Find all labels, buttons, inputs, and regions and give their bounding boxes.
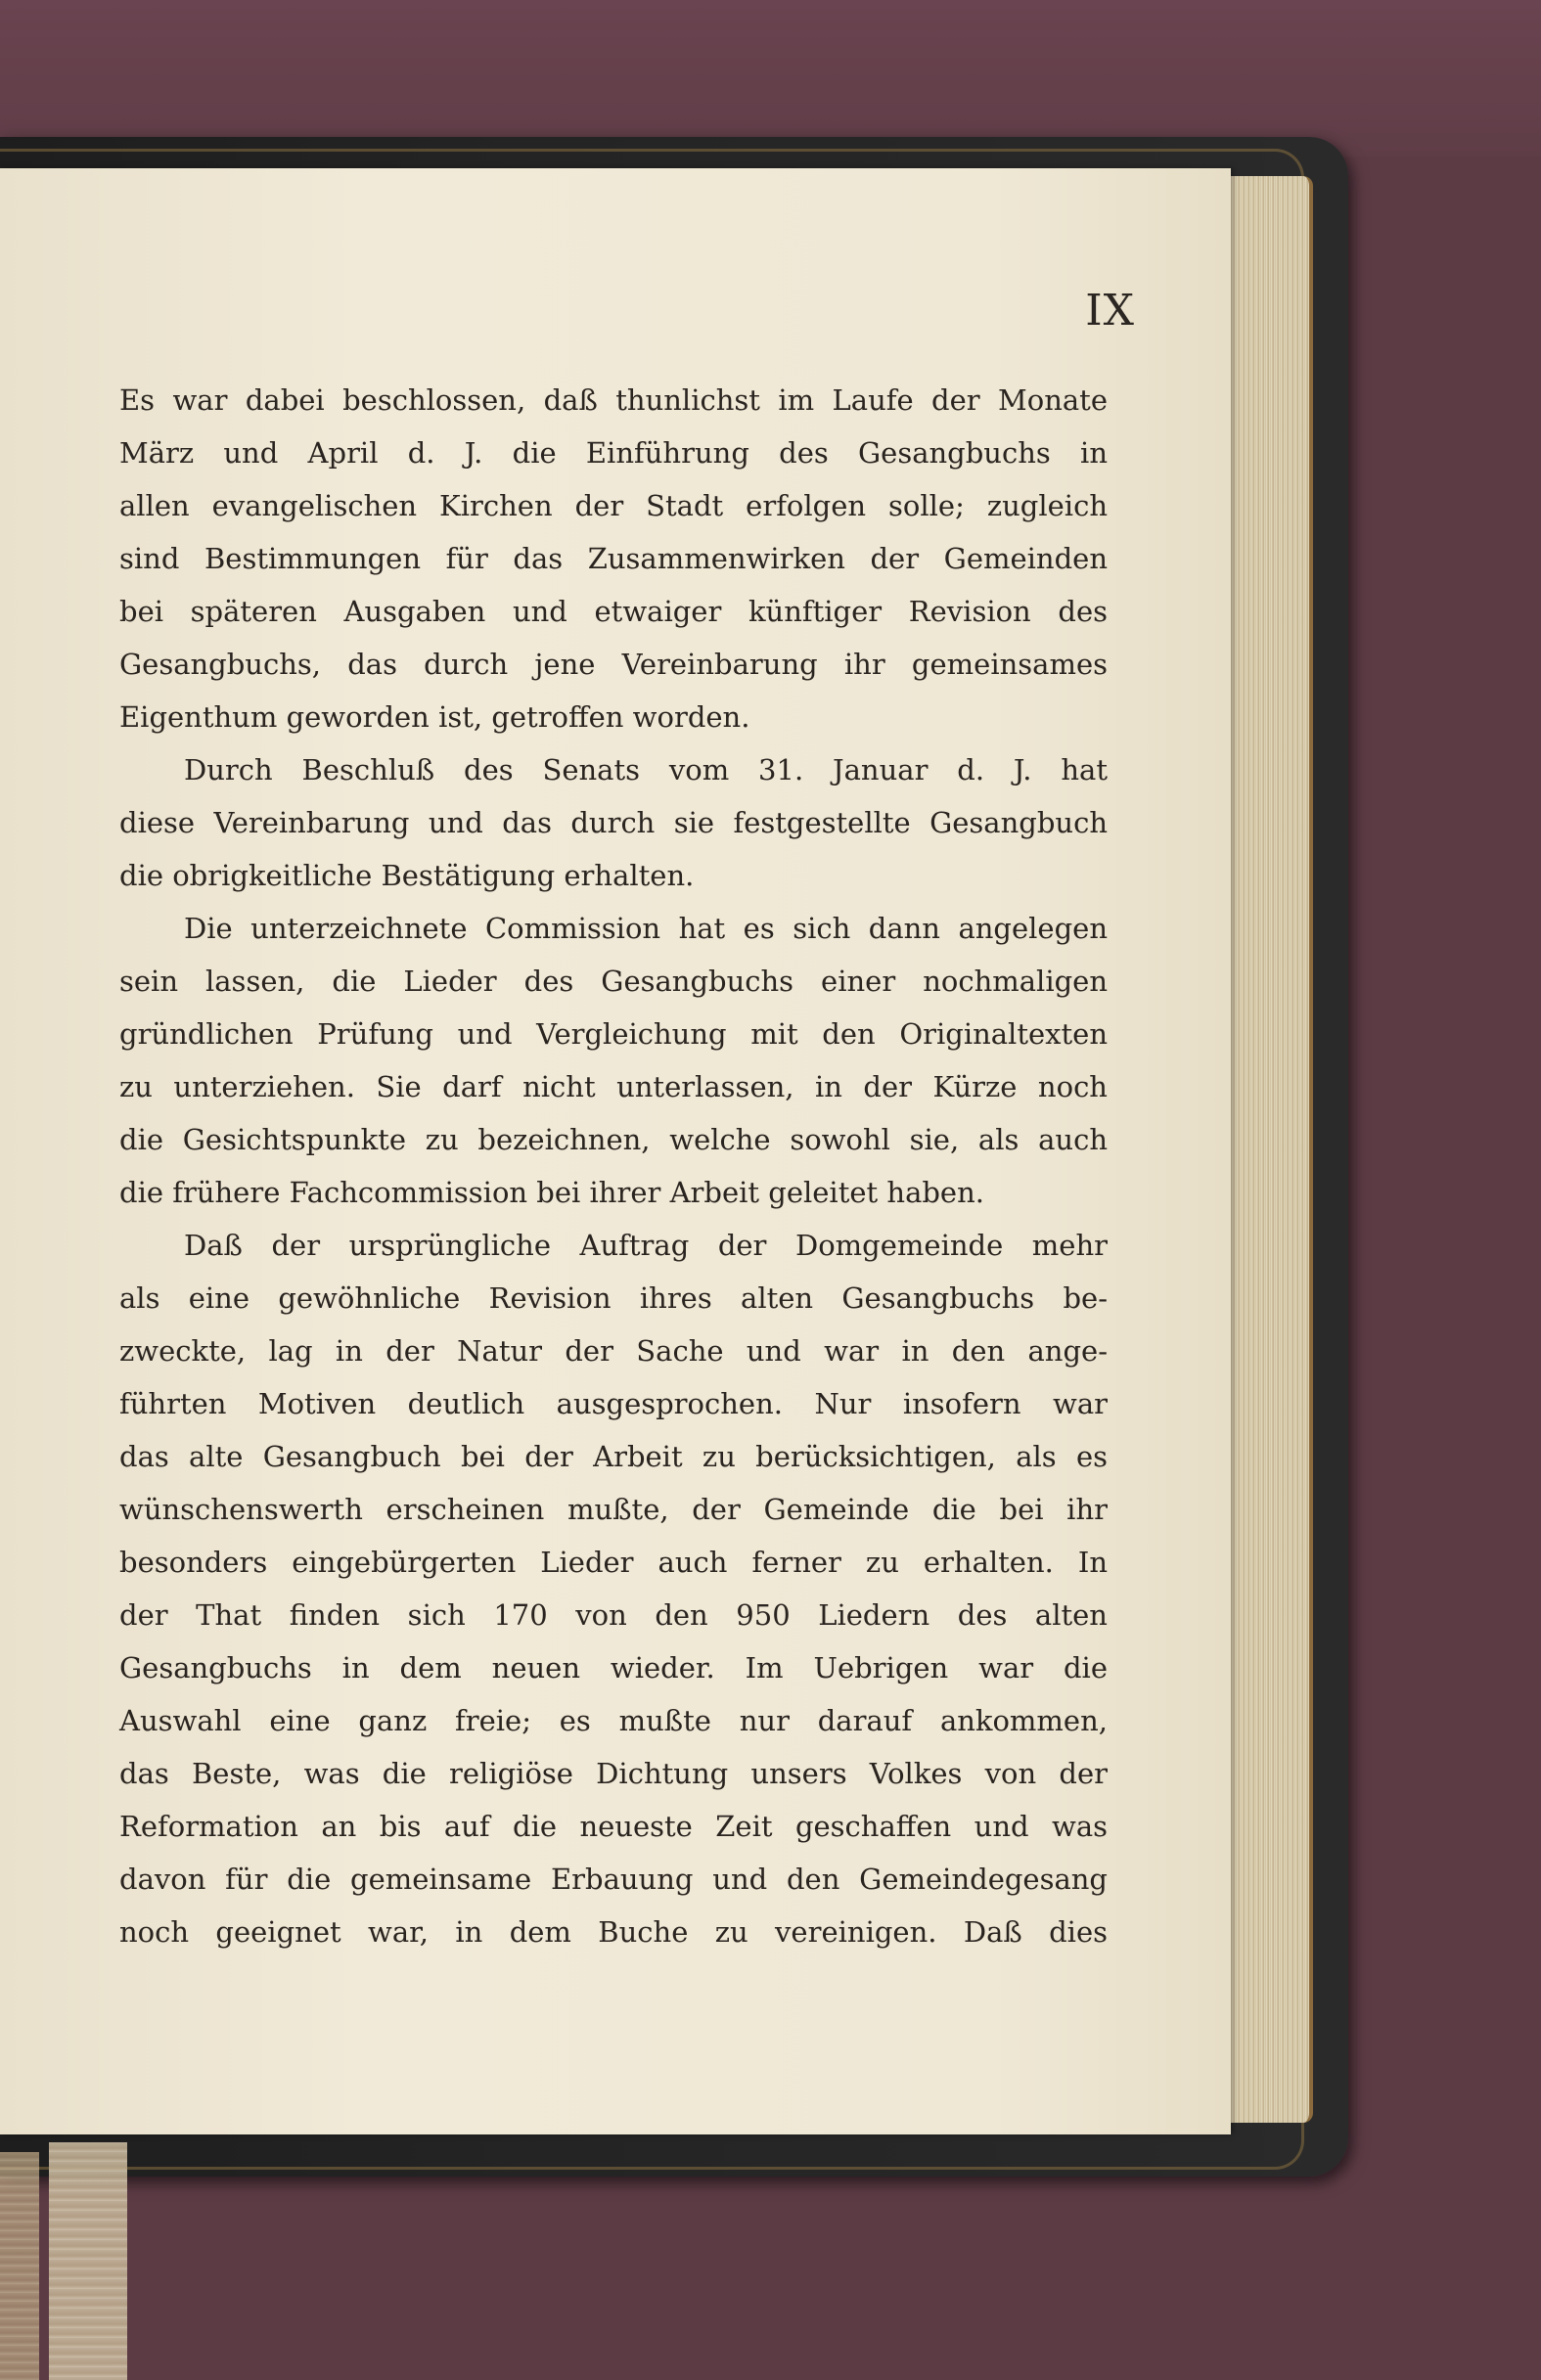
text-line: Reformation an bis auf die neueste Zeit geschaffen und was <box>119 1810 1108 1843</box>
text-line: allen evangelischen Kirchen der Stadt erfolgen solle; zugleich <box>119 489 1108 522</box>
text-line: Gesangbuchs in dem neuen wieder. Im Uebrigen war die <box>119 1651 1108 1684</box>
bookmark-ribbon-back <box>0 2152 39 2380</box>
text-line: Durch Beschluß des Senats vom 31. Januar d. J. hat <box>184 753 1108 786</box>
text-line: bei späteren Ausgaben und etwaiger künftiger Revision des <box>119 595 1108 628</box>
text-line: das alte Gesangbuch bei der Arbeit zu berücksichtigen, als es <box>119 1440 1108 1473</box>
text-line: wünschenswerth erscheinen mußte, der Gemeinde die bei ihr <box>119 1493 1108 1526</box>
text-line: besonders eingebürgerten Lieder auch ferner zu erhalten. In <box>119 1546 1108 1579</box>
text-line: sind Bestimmungen für das Zusammenwirken der Gemeinden <box>119 542 1108 575</box>
text-line: gründlichen Prüfung und Vergleichung mit den Originaltexten <box>119 1017 1108 1051</box>
background-top <box>0 0 1541 157</box>
page-text <box>119 374 1108 1958</box>
text-line: diese Vereinbarung und das durch sie festgestellte Gesangbuch <box>119 806 1108 839</box>
text-line: als eine gewöhnliche Revision ihres alten Gesangbuchs be- <box>119 1281 1108 1315</box>
book-page <box>0 168 1231 2134</box>
text-line: davon für die gemeinsame Erbauung und den Gemeindegesang <box>119 1863 1108 1896</box>
bookmark-ribbon <box>49 2142 127 2380</box>
text-line: März und April d. J. die Einführung des Gesangbuchs in <box>119 436 1108 470</box>
text-line: zu unterziehen. Sie darf nicht unterlassen, in der Kürze noch <box>119 1070 1108 1103</box>
text-line: sein lassen, die Lieder des Gesangbuchs einer nochmaligen <box>119 965 1108 998</box>
text-line: die obrigkeitliche Bestätigung erhalten. <box>119 859 695 892</box>
text-line: Es war dabei beschlossen, daß thunlichst im Laufe der Monate <box>119 383 1108 417</box>
text-line: noch geeignet war, in dem Buche zu vereinigen. Daß dies <box>119 1915 1108 1949</box>
text-line: das Beste, was die religiöse Dichtung unsers Volkes von der <box>119 1757 1108 1790</box>
text-line: der That finden sich 170 von den 950 Liedern des alten <box>119 1598 1108 1632</box>
page-number: IX <box>1085 286 1135 336</box>
text-line: die frühere Fachcommission bei ihrer Arbeit geleitet haben. <box>119 1176 984 1209</box>
text-line: führten Motiven deutlich ausgesprochen. Nur insofern war <box>119 1387 1108 1420</box>
text-line: Eigenthum geworden ist, getroffen worden. <box>119 700 750 734</box>
text-line: zweckte, lag in der Natur der Sache und war in den ange- <box>119 1334 1108 1368</box>
text-line: die Gesichtspunkte zu bezeichnen, welche sowohl sie, als auch <box>119 1123 1108 1156</box>
text-line: Auswahl eine ganz freie; es mußte nur darauf ankommen, <box>119 1704 1108 1737</box>
text-line: Daß der ursprüngliche Auftrag der Domgemeinde mehr <box>184 1229 1108 1262</box>
text-line: Gesangbuchs, das durch jene Vereinbarung ihr gemeinsames <box>119 648 1108 681</box>
page-edges <box>1221 176 1313 2123</box>
text-line: Die unterzeichnete Commission hat es sich dann angelegen <box>184 912 1108 945</box>
